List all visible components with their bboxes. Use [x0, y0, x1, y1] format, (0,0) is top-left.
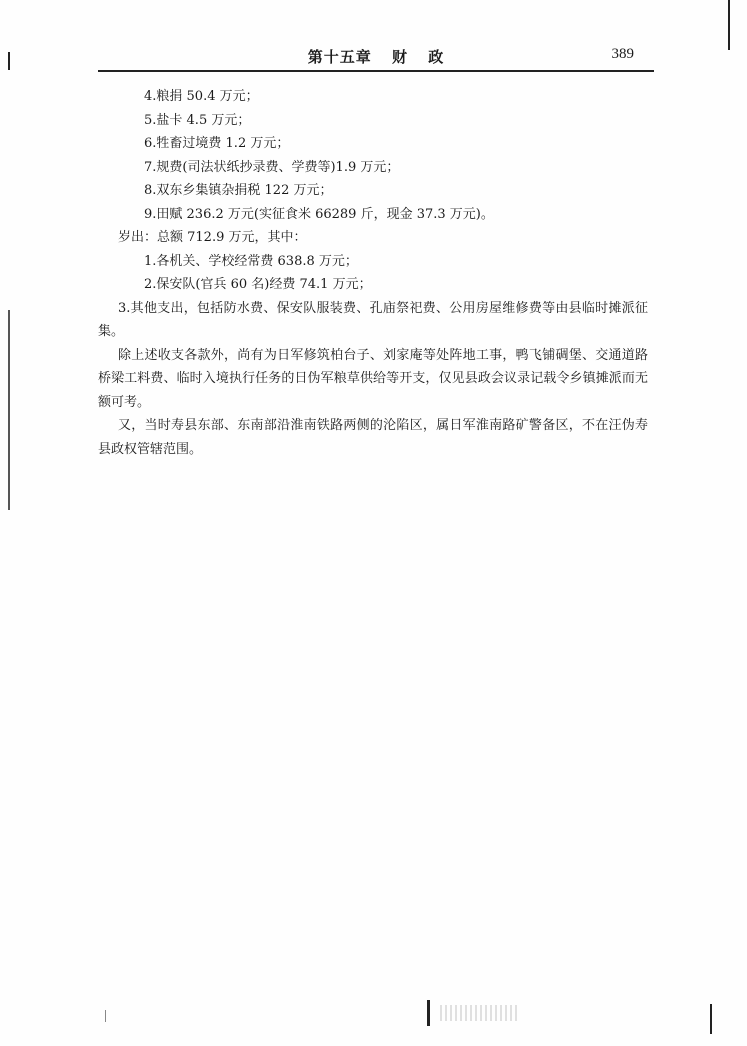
paragraph: 除上述收支各款外，尚有为日军修筑柏台子、刘家庵等处阵地工事，鸭飞铺碉堡、交通道路桥梁工料费、临时入境执行任务的日伪军粮草供给等开支，仅见县政会议录记载令乡镇摊派而无额可考。 — [98, 347, 648, 410]
scan-artifact — [710, 1004, 712, 1034]
scan-artifact — [8, 310, 10, 510]
scan-smudge — [440, 1005, 520, 1021]
expenditure-heading: 岁出：总额 712.9 万元，其中： — [118, 230, 307, 245]
running-header — [98, 40, 654, 68]
revenue-item: 6.牲畜过境费 1.2 万元； — [144, 136, 290, 151]
revenue-item: 7.规费(司法状纸抄录费、学费等)1.9 万元； — [144, 159, 400, 175]
revenue-item: 4.粮捐 50.4 万元； — [144, 89, 259, 104]
scan-artifact — [105, 1010, 106, 1022]
revenue-item: 9.田赋 236.2 万元(实征食米 66289 斤，现金 37.3 万元)。 — [144, 206, 494, 222]
revenue-item: 8.双东乡集镇杂捐税 122 万元； — [144, 183, 333, 198]
revenue-item: 5.盐卡 4.5 万元； — [144, 112, 251, 128]
scan-artifact — [728, 0, 730, 50]
scan-artifact — [8, 52, 10, 70]
paragraph: 又，当时寿县东部、东南部沿淮南铁路两侧的沦陷区，属日军淮南路矿警备区，不在汪伪寿县政权管辖范围。 — [98, 418, 648, 457]
chapter-title: 第十五章 财 政 — [307, 48, 445, 66]
expenditure-item: 2.保安队(官兵 60 名)经费 74.1 万元； — [144, 277, 372, 292]
scan-artifact — [427, 1000, 430, 1026]
expenditure-item: 1.各机关、学校经常费 638.8 万元； — [144, 253, 358, 269]
header-rule — [98, 70, 654, 72]
page-number: 389 — [611, 46, 634, 62]
body-text — [98, 85, 648, 461]
expenditure-item: 3.其他支出，包括防水费、保安队服装费、孔庙祭祀费、公用房屋维修费等由县临时摊派征集。 — [98, 300, 648, 339]
